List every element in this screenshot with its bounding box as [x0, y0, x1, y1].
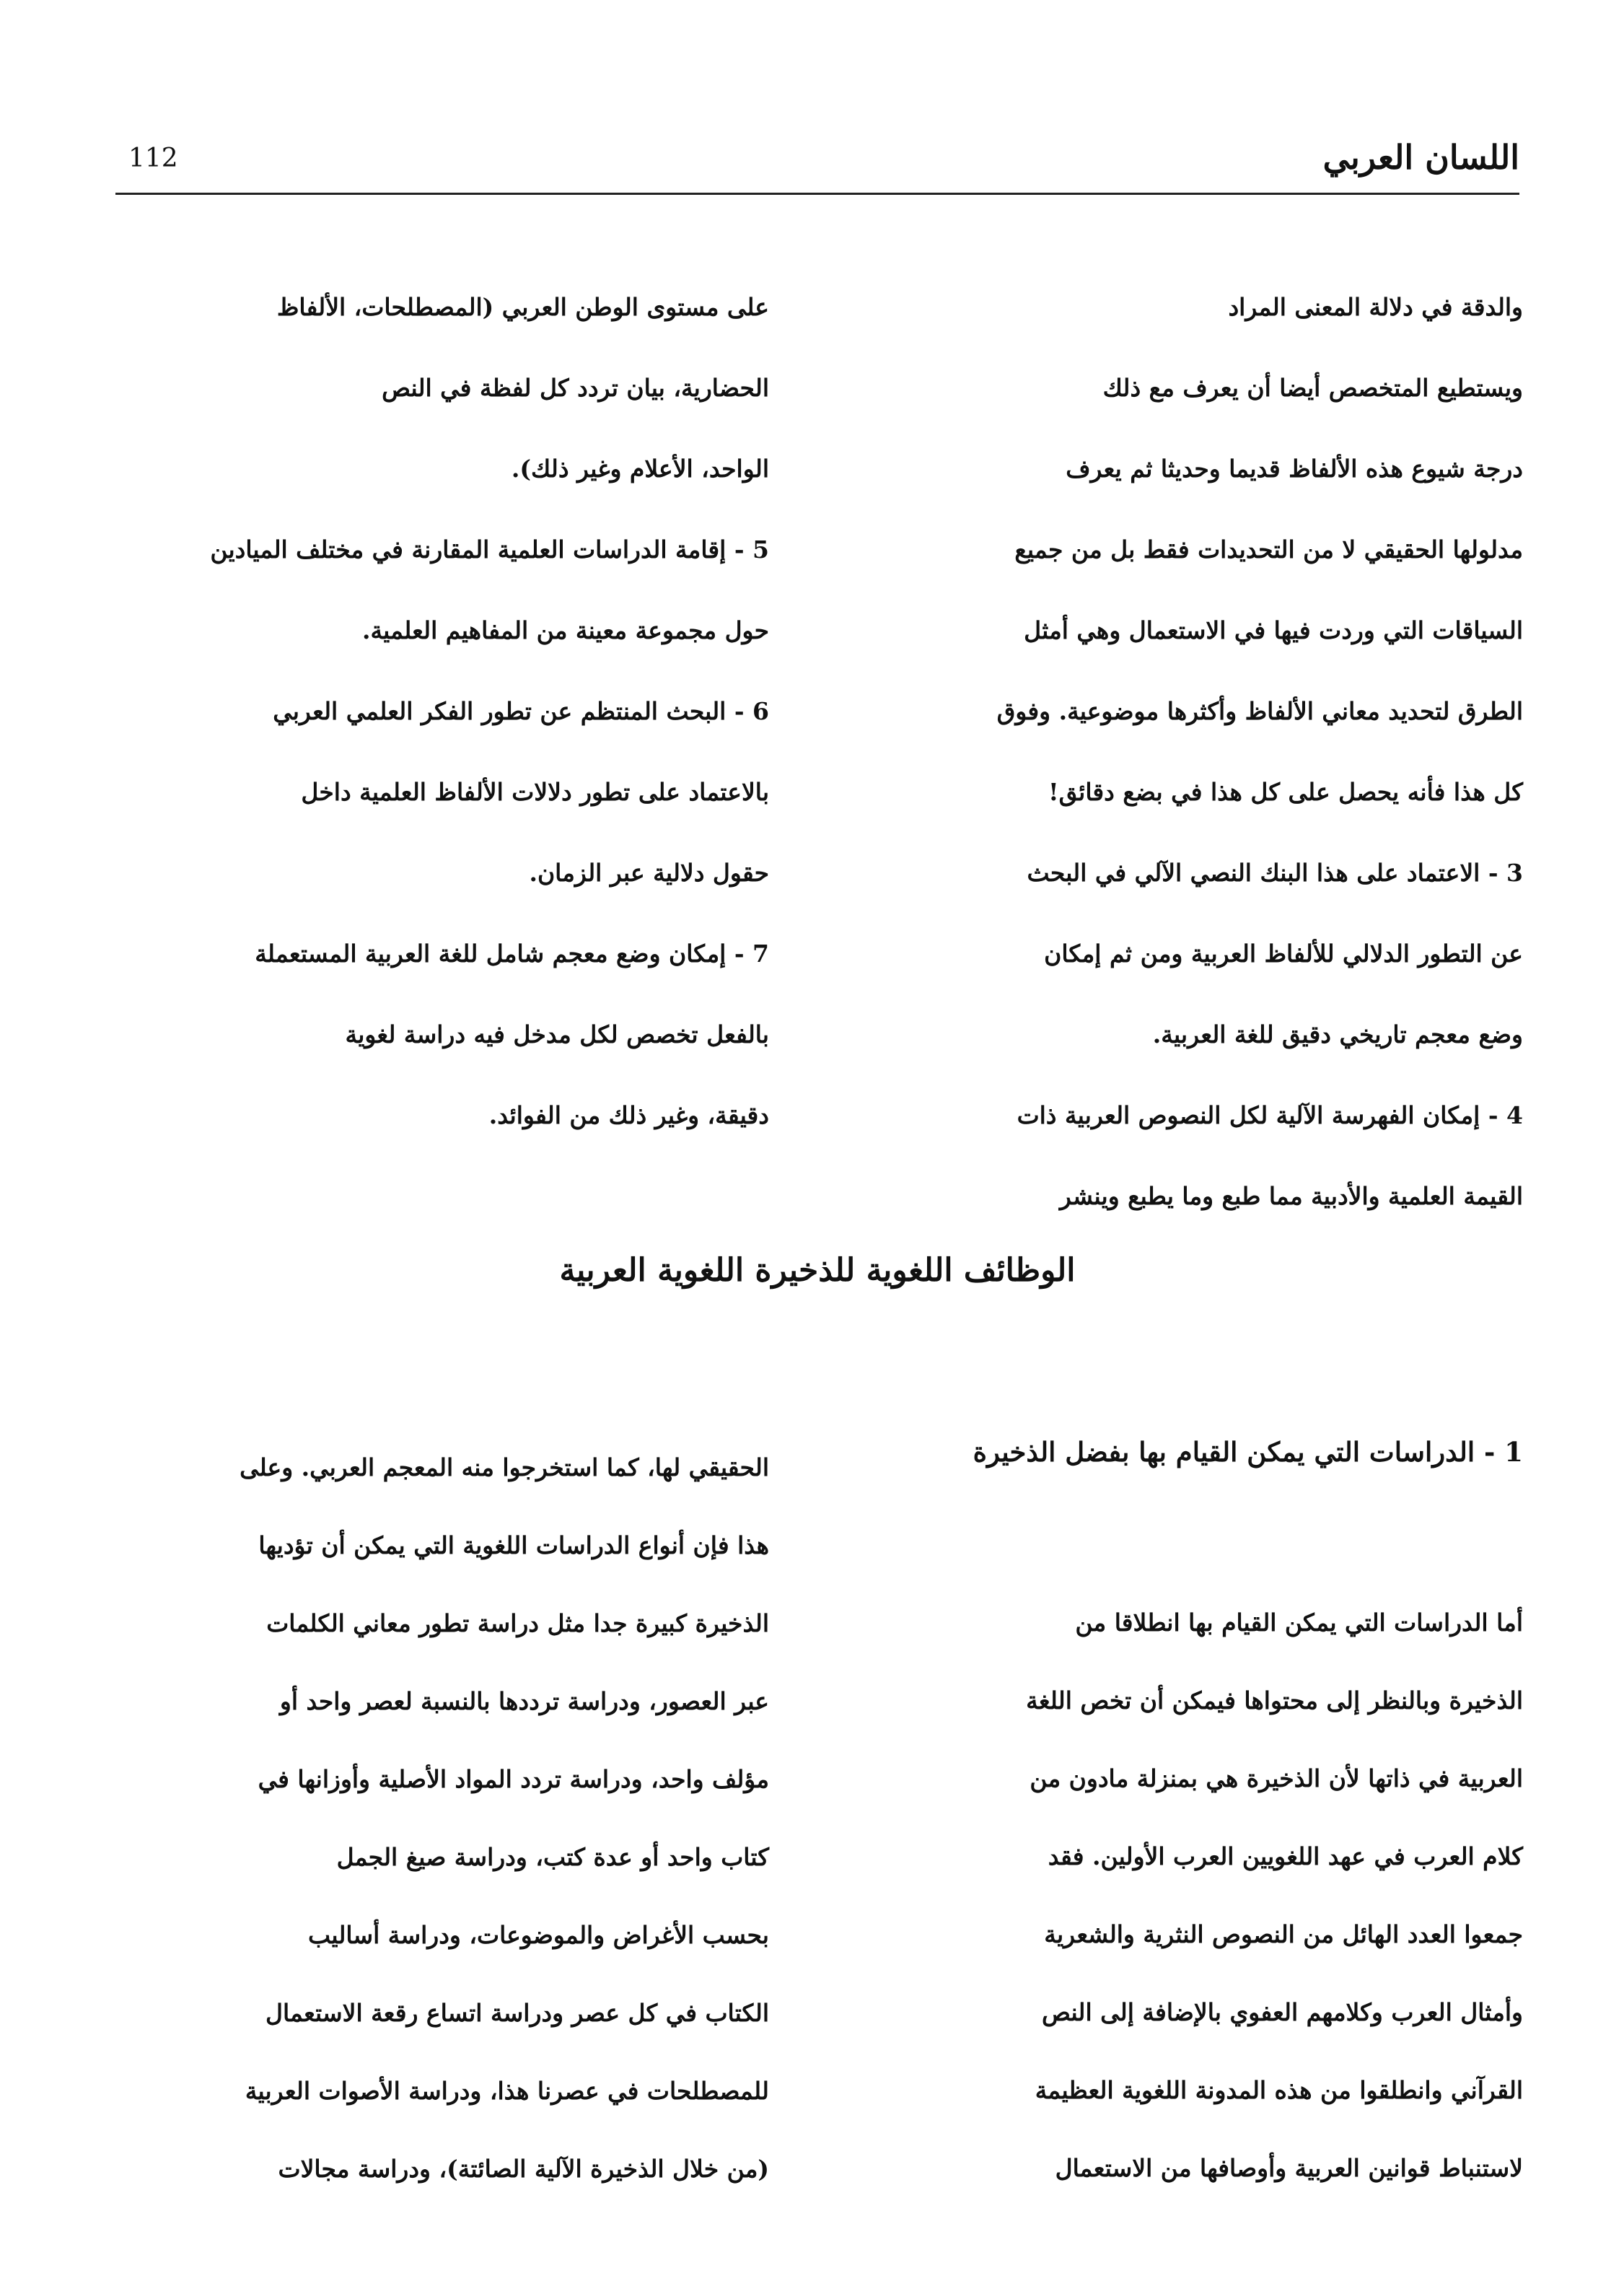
text-line: القرآني وانطلقوا من هذه المدونة اللغوية العظيمة — [1035, 2076, 1523, 2104]
text-line: وضع معجم تاريخي دقيق للغة العربية. — [1152, 1020, 1523, 1049]
text-line: كلام العرب في عهد اللغويين العرب الأولين. فقد — [1048, 1842, 1523, 1870]
list-item-3: 3 - الاعتماد على هذا البنك النصي الآلي في البحث — [1027, 859, 1523, 887]
text-line: بالفعل تخصص لكل مدخل فيه دراسة لغوية — [345, 1020, 769, 1049]
text-line: وأمثال العرب وكلامهم العفوي بالإضافة إلى النص — [1042, 1998, 1523, 2026]
text-line: كل هذا فأنه يحصل على كل هذا في بضع دقائق! — [1048, 778, 1523, 806]
text-line: (من خلال الذخيرة الآلية الصائتة)، ودراسة مجالات — [278, 2155, 769, 2183]
header-divider — [115, 193, 1519, 195]
text-line: بحسب الأغراض والموضوعات، ودراسة أساليب — [308, 1921, 769, 1949]
text-line: الطرق لتحديد معاني الألفاظ وأكثرها موضوعية. وفوق — [996, 697, 1523, 725]
text-line: هذا فإن أنواع الدراسات اللغوية التي يمكن أن تؤديها — [258, 1531, 769, 1559]
text-line: ويستطيع المتخصص أيضا أن يعرف مع ذلك — [1102, 374, 1523, 402]
text-line: الحضارية، بيان تردد كل لفظة في النص — [382, 374, 769, 402]
top-right-column — [859, 267, 1523, 1237]
text-line: دقيقة، وغير ذلك من الفوائد. — [488, 1101, 769, 1129]
text-line: على مستوى الوطن العربي (المصطلحات، الألفاظ — [276, 293, 769, 321]
page-header — [115, 133, 1519, 191]
subsection-heading: 1 - الدراسات التي يمكن القيام بها بفضل الذخيرة — [973, 1436, 1523, 1468]
list-item-6: 6 - البحث المنتظم عن تطور الفكر العلمي العربي — [273, 697, 769, 725]
text-line: القيمة العلمية والأدبية مما طبع وما يطبع وينشر — [1059, 1182, 1523, 1210]
bottom-left-column — [105, 1429, 769, 2208]
text-line: مؤلف واحد، ودراسة تردد المواد الأصلية وأوزانها في — [258, 1765, 769, 1793]
text-line: العربية في ذاتها لأن الذخيرة هي بمنزلة مادون من — [1030, 1764, 1523, 1792]
list-item-5: 5 - إقامة الدراسات العلمية المقارنة في مختلف الميادين — [210, 535, 769, 564]
page-number: 112 — [128, 144, 178, 173]
text-line: درجة شيوع هذه الألفاظ قديما وحديثا ثم يعرف — [1066, 455, 1523, 483]
text-line: عن التطور الدلالي للألفاظ العربية ومن ثم إمكان — [1044, 940, 1523, 968]
journal-logo: اللسان العربي — [1322, 138, 1519, 177]
text-line: عبر العصور، ودراسة ترددها بالنسبة لعصر واحد أو — [279, 1687, 769, 1715]
list-item-4: 4 - إمكان الفهرسة الآلية لكل النصوص العربية ذات — [1017, 1101, 1523, 1129]
text-line: جمعوا العدد الهائل من النصوص النثرية والشعرية — [1044, 1920, 1523, 1948]
section-heading: الوظائف اللغوية للذخيرة اللغوية العربية — [559, 1252, 1076, 1289]
text-line: أما الدراسات التي يمكن القيام بها انطلاقا من — [1075, 1608, 1523, 1637]
list-item-7: 7 - إمكان وضع معجم شامل للغة العربية المستعملة — [255, 940, 769, 968]
text-line: للمصطلحات في عصرنا هذا، ودراسة الأصوات العربية — [245, 2077, 769, 2105]
text-line: مدلولها الحقيقي لا من التحديدات فقط بل من جميع — [1014, 535, 1523, 564]
text-line: والدقة في دلالة المعنى المراد — [1228, 293, 1523, 321]
text-line: حول مجموعة معينة من المفاهيم العلمية. — [361, 616, 769, 644]
top-left-column — [105, 267, 769, 1156]
text-line: الذخيرة كبيرة جدا مثل دراسة تطور معاني الكلمات — [266, 1609, 769, 1637]
text-line: بالاعتماد على تطور دلالات الألفاظ العلمية داخل — [301, 778, 769, 806]
text-line: الحقيقي لها، كما استخرجوا منه المعجم العربي. وعلى — [240, 1453, 769, 1481]
text-line: لاستنباط قوانين العربية وأوصافها من الاستعمال — [1055, 2154, 1523, 2182]
bottom-right-column — [859, 1584, 1523, 2207]
text-line: السياقات التي وردت فيها في الاستعمال وهي أمثل — [1024, 616, 1523, 644]
text-line: الكتاب في كل عصر ودراسة اتساع رقعة الاستعمال — [265, 1999, 769, 2027]
text-line: الذخيرة وبالنظر إلى محتواها فيمكن أن تخص اللغة — [1026, 1686, 1523, 1715]
text-line: حقول دلالية عبر الزمان. — [529, 859, 769, 887]
text-line: كتاب واحد أو عدة كتب، ودراسة صيغ الجمل — [336, 1843, 769, 1871]
text-line: الواحد، الأعلام وغير ذلك). — [511, 455, 769, 483]
